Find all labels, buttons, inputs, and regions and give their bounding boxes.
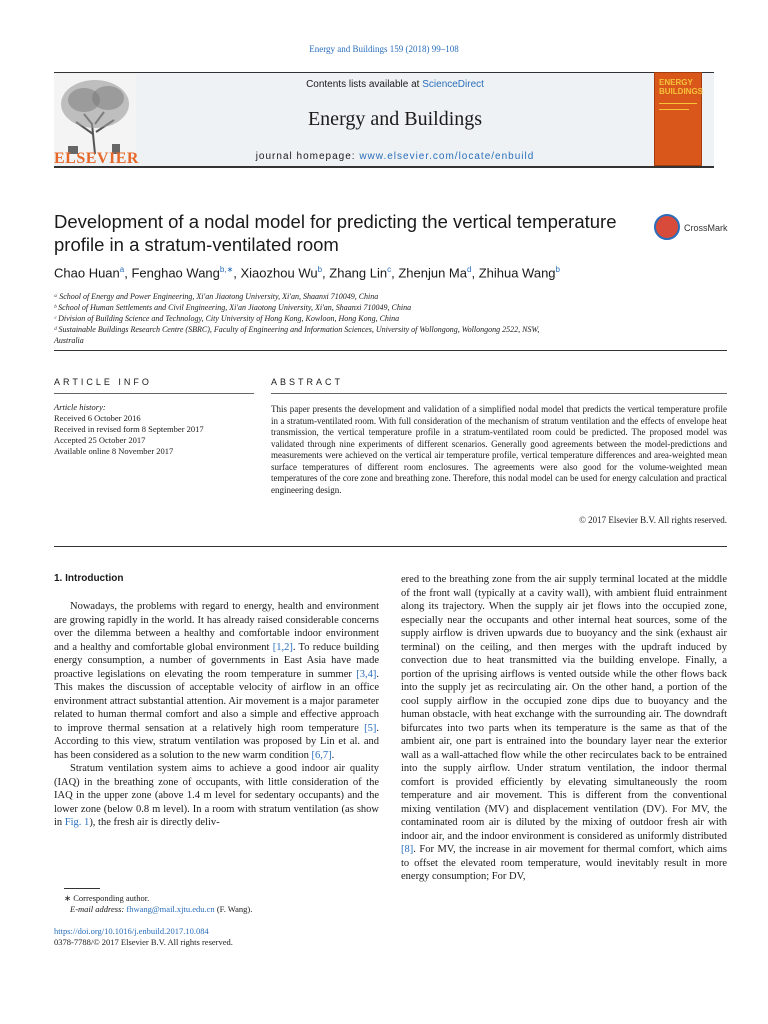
affiliation-d: ᵈ Sustainable Buildings Research Centre (SBRC), Faculty of Engineering and Information Sciences, University of Wollongong, Wollongong 2522, NSW, <box>54 325 540 334</box>
author-name[interactable]: Zhang Lin <box>329 265 388 281</box>
article-title: Development of a nodal model for predicting the vertical temperature profile in a stratum-ventilated room <box>54 211 617 255</box>
intro-paragraph-2-cont <box>401 573 727 884</box>
reference-link[interactable]: [1,2] <box>272 641 293 653</box>
abstract-copyright: © 2017 Elsevier B.V. All rights reserved. <box>579 515 727 525</box>
elsevier-tree-logo <box>54 74 136 158</box>
text-run: . To reduce building energy consumption, a number of governments in East Asia have made proactive legislations on elevating the room temperature in summer <box>54 641 379 680</box>
journal-name: Energy and Buildings <box>307 108 483 130</box>
journal-cover-image[interactable] <box>654 72 702 166</box>
left-column <box>54 600 379 830</box>
corresponding-author-note: ∗ Corresponding author. <box>64 893 150 903</box>
author-affil[interactable]: d <box>467 265 472 274</box>
affiliation-rule <box>54 350 727 351</box>
footnote-rule <box>64 888 100 889</box>
author-name[interactable]: Zhenjun Ma <box>398 265 467 281</box>
author-affil[interactable]: c <box>387 265 392 274</box>
reference-link[interactable]: [6,7] <box>311 749 332 761</box>
doi-link[interactable]: https://doi.org/10.1016/j.enbuild.2017.10.084 <box>54 926 209 936</box>
crossmark-button[interactable] <box>654 214 736 244</box>
affiliation-a: ᵃ School of Energy and Power Engineering, Xi'an Jiaotong University, Xi'an, Shaanxi 710049, China <box>54 292 379 301</box>
journal-homepage <box>140 151 650 162</box>
text-run: ered to the breathing zone from the air supply terminal located at the middle of the front wall (typically at a cavity wall), with ambient fluid entrainment along its trajectory. When the supply air jet flows into the occupied zone, especially near the occupants and other internal heat sources, some of the supply airflow is driven upwards due to buoyancy and the sink (exhaust air terminal) on the ceiling, and then merges with the updraft induced by convection due to heat transmitted via the building envelope. Finally, a portion of the uprising airflows is vented outside while the other flows back into the supply jet as recirculating air. On the other hand, a portion of the cool supply airflow in the occupied zone dips due to buoyancy and the human obstacle, with heat exchange with the surrounding air. The downdraft bifurcates into two parts when its temperature is the same as that of the ambient air, one part is entrained into the boundary layer near the exterior wall as a wall-attached flow while the other recirculates back to be entrained into the supply airflow. Under stratum ventilation, the indoor thermal comfort is provided efficiently by elevating simultaneously the room temperature and air movement. This is different from the conventional mixing ventilation (MV) and displacement ventilation (DV). For MV, the contaminated room air is diluted by the mixing of outdoor fresh air with indoor air, and the indoor environment is considered as uniformly distributed <box>401 574 727 842</box>
email-link[interactable]: fhwang@mail.xjtu.edu.cn <box>126 904 215 914</box>
crossmark-icon <box>654 214 680 240</box>
email-suffix: (F. Wang). <box>214 904 253 914</box>
author-affil[interactable]: a <box>119 265 125 274</box>
abstract-text: This paper presents the development and validation of a simplified nodal model that predicts the vertical temperature profile in a stratum-ventilated room. With full consideration of the mechanism of stratum ventilation and the effects of envelope heat transmission, the vertical temperature profile in a stratum-ventilated room could be predicted. The proposed model was validated through nine experiments of different scenarios. Generally good agreements between the model-predictions and measurements were achieved on the vertical air temperature profile, vertical temperature differences and area-weighted mean surface temperatures of different room enclosures. The agreements were also good for the volume-weighted mean temperatures of the core zone and breathing zone. Therefore, this nodal model can be used for energy calculation and practical engineering design. <box>271 404 727 495</box>
affiliation-d-cont: Australia <box>54 336 84 345</box>
abstract-heading: ABSTRACT <box>271 377 344 387</box>
received-date: Received 6 October 2016 <box>54 413 141 423</box>
sciencedirect-link[interactable]: ScienceDirect <box>422 79 484 90</box>
intro-paragraph-1 <box>54 600 379 762</box>
author-name[interactable]: Zhihua Wang <box>478 265 556 281</box>
text-run: . For MV, the increase in air movement for thermal comfort, which aims to offset the elevated room temperature, would inevitably result in more energy consumption; For DV, <box>401 844 727 882</box>
text-run: . This makes the discussion of acceptable velocity of airflow in an office environment attract substantial attention. Air movement is a major parameter related to human thermal comfort and also a simple and effective approach to improve thermal sensation at a relatively high room temperature <box>54 668 379 734</box>
homepage-prefix: journal homepage: <box>255 151 360 162</box>
affiliation-c: ᶜ Division of Building Science and Technology, City University of Hong Kong, Kowloon, Hong Kong, China <box>54 314 400 323</box>
reference-link[interactable]: [8] <box>401 844 414 855</box>
text-run: . <box>331 749 335 761</box>
intro-paragraph-2 <box>54 762 379 830</box>
issn-copyright: 0378-7788/© 2017 Elsevier B.V. All rights reserved. <box>54 937 233 947</box>
right-column <box>401 573 727 884</box>
homepage-link[interactable]: www.elsevier.com/locate/enbuild <box>359 151 535 162</box>
reference-link[interactable]: [5] <box>364 722 377 734</box>
affiliation-b: ᵇ School of Human Settlements and Civil Engineering, Xi'an Jiaotong University, Xi'an, Shaanxi 710049, China <box>54 303 412 312</box>
text-run: Nowadays, the problems with regard to energy, health and environment are growing rapidly in the world. It has already raised considerable concerns over the dilemma between a healthy and comfortable indoor environment and a healthy and comfortable global environment <box>54 601 379 653</box>
reference-link[interactable]: [3,4] <box>356 668 377 680</box>
author-name[interactable]: Chao Huan <box>54 265 120 281</box>
header-top-rule <box>54 72 714 73</box>
abstract-rule <box>271 393 727 394</box>
accepted-date: Accepted 25 October 2017 <box>54 435 146 445</box>
journal-citation[interactable]: Energy and Buildings 159 (2018) 99–108 <box>309 44 459 54</box>
author-name[interactable]: Xiaozhou Wu <box>240 265 318 281</box>
contents-line <box>140 79 650 90</box>
author-affil[interactable]: b <box>317 265 323 274</box>
author-name[interactable]: Fenghao Wang <box>131 265 220 281</box>
email-label: E-mail address: <box>70 904 127 914</box>
text-run: ), the fresh air is directly deliv- <box>89 817 220 828</box>
elsevier-wordmark: ELSEVIER <box>54 150 139 167</box>
header-bottom-rule <box>54 166 714 168</box>
text-run: Stratum ventilation system aims to achieve a good indoor air quality (IAQ) in the breathing zone of occupants, with little consideration of the IAQ in the upper zone (above 1.4 m level for sedentary occupants) and the lower zone (below 0.8 m level). In a room with stratum ventilation (as show in <box>54 763 379 828</box>
section-heading-introduction: 1. Introduction <box>54 573 124 584</box>
article-history-label: Article history: <box>54 402 106 412</box>
crossmark-label: CrossMark <box>684 223 728 233</box>
contents-prefix: Contents lists available at <box>306 79 423 90</box>
article-info-rule <box>54 393 254 394</box>
author-list: Chao Huan$^a$, Fenghao Wang$^{b,∗}$, Xiaozhou Wu$^b$, Zhang Lin$^c$, Zhenjun Ma$^d$, Zhihua Wang$^b$ <box>54 265 560 281</box>
revised-date: Received in revised form 8 September 2017 <box>54 424 204 434</box>
cover-stripe-2 <box>659 109 689 110</box>
cover-stripe <box>659 103 697 104</box>
abstract-bottom-rule <box>54 546 727 547</box>
text-run: . According to this view, stratum ventilation was proposed by Lin et al. and has been considered as a solution to the new warm condition <box>54 722 379 761</box>
article-info-heading: ARTICLE INFO <box>54 377 152 387</box>
online-date: Available online 8 November 2017 <box>54 446 174 456</box>
email-line <box>70 904 252 915</box>
author-affil[interactable]: b,∗ <box>219 265 234 274</box>
cover-title-energy: ENERGY <box>659 78 693 87</box>
cover-title-buildings: BUILDINGS <box>659 87 703 96</box>
figure-link[interactable]: Fig. 1 <box>64 817 90 828</box>
author-affil[interactable]: b <box>555 265 560 274</box>
